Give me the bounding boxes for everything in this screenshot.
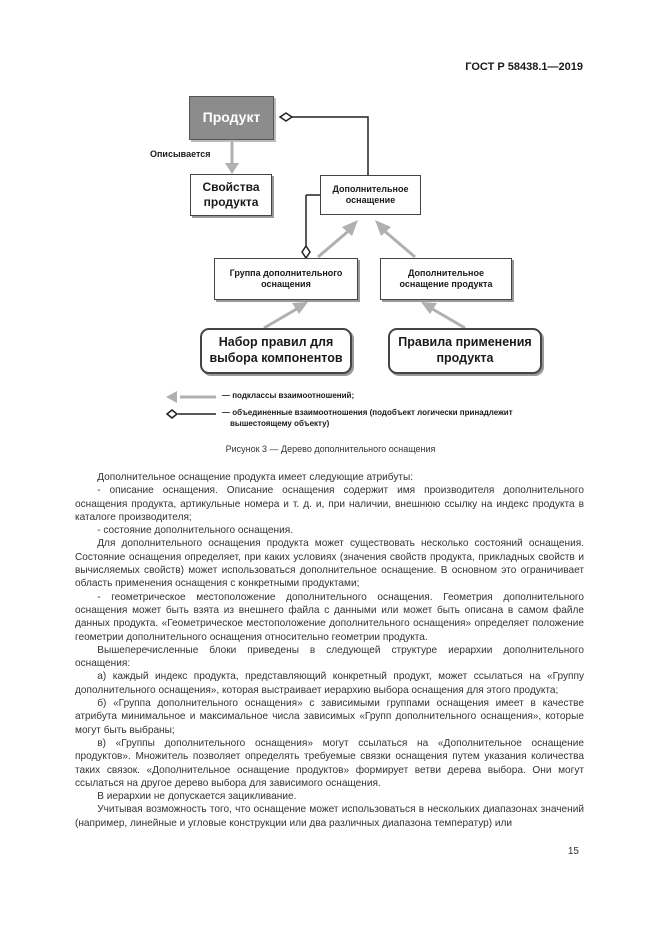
legend-aggregation-line2: вышестоящему объекту) xyxy=(230,418,330,428)
figure-caption: Рисунок 3 — Дерево дополнительного оснащения xyxy=(225,444,436,454)
paragraph: б) «Группа дополнительного оснащения» с зависимыми группами оснащения имеет в качестве атрибута минимальное и максимальное числа зависимых «Групп дополнительного оснащения», которые могут быть выбраны; xyxy=(75,698,584,736)
rule-set-box xyxy=(200,328,352,374)
properties-line1: Свойства xyxy=(202,180,260,194)
properties-line2: продукта xyxy=(203,195,259,209)
accessory-line1: Дополнительное xyxy=(332,183,409,194)
product-box xyxy=(189,96,274,140)
legend-aggregation xyxy=(222,408,562,430)
accessory-line2: оснащение xyxy=(345,195,396,205)
paragraph: - описание оснащения. Описание оснащения содержит имя производителя дополнительного оснащения продукта, артикульные номера и т. д. и, при наличии, внешнюю ссылку на индекс продукта в каталоге производителя; xyxy=(75,485,584,523)
application-rules-box xyxy=(388,328,542,374)
accessory-group-box xyxy=(214,258,358,300)
standard-header: ГОСТ Р 58438.1—2019 xyxy=(465,61,583,73)
paragraph: Вышеперечисленные блоки приведены в следующей структуре иерархии дополнительного оснащения: xyxy=(75,644,584,670)
paragraph: а) каждый индекс продукта, представляющий конкретный продукт, может ссылаться на «Группу дополнительного оснащения», которая выстраивает иерархию выбора оснащения для этого продукта; xyxy=(75,671,584,696)
product-properties-box xyxy=(190,174,272,216)
application-rules-line2: продукта xyxy=(436,351,494,365)
paragraph: Дополнительное оснащение продукта имеет следующие атрибуты: xyxy=(97,472,414,483)
paragraph: Учитывая возможность того, что оснащение может использоваться в нескольких диапазонах значений (например, линейные и угловые конструкции или два различных диапазона температур) или xyxy=(75,804,584,829)
product-accessory-line1: Дополнительное xyxy=(407,267,485,278)
legend-subclass: — подклассы взаимоотношений; xyxy=(222,391,355,400)
paragraph: В иерархии не допускается зацикливание. xyxy=(97,791,297,803)
describes-label: Описывается xyxy=(150,149,211,159)
paragraph: в) «Группы дополнительного оснащения» могут ссылаться на «Дополнительное оснащение продуктов». Множитель позволяет определять требуемые связки оснащения путем указания количества таких связок. «Дополнительное оснащение продуктов» формирует ветви дерева выбора. Они могут ссылаться на другое дерево выбора для зависимого оснащения. xyxy=(75,737,584,789)
legend-aggregation-line1: — объединенные взаимоотношения (подобъект логически принадлежит xyxy=(222,408,513,417)
rule-set-line2: выбора компонентов xyxy=(209,351,343,365)
paragraph: - геометрическое местоположение дополнительного оснащения. Геометрия дополнительного оснащения может быть взята из внешнего файла с данными или может быть описана в самом файле данных продукта. «Геометрическое местоположение дополнительного оснащения» определяет положение геометрии дополнительного оснащения относительно геометрии продукта. xyxy=(75,591,584,643)
accessory-group-line1: Группа дополнительного xyxy=(229,267,343,278)
paragraph: - состояние дополнительного оснащения. xyxy=(97,525,294,537)
product-label: Продукт xyxy=(202,109,261,126)
page-number: 15 xyxy=(567,846,579,857)
accessory-group-line2: оснащения xyxy=(261,279,311,289)
paragraph: Для дополнительного оснащения продукта может существовать несколько состояний оснащения. Состояние оснащения определяет, при каких условиях (значения свойств продукта, прикладных свойств и вычисляемых свойств) может использоваться дополнительное оснащение. В основном это ограничивает область применения оснащения с конкретными продуктами; xyxy=(75,538,584,590)
product-accessory-box xyxy=(380,258,512,300)
product-accessory-line2: оснащение продукта xyxy=(399,279,493,289)
rule-set-line1: Набор правил для xyxy=(218,335,334,350)
accessory-box xyxy=(320,175,421,215)
application-rules-line1: Правила применения xyxy=(398,335,532,350)
body-text xyxy=(75,471,584,830)
